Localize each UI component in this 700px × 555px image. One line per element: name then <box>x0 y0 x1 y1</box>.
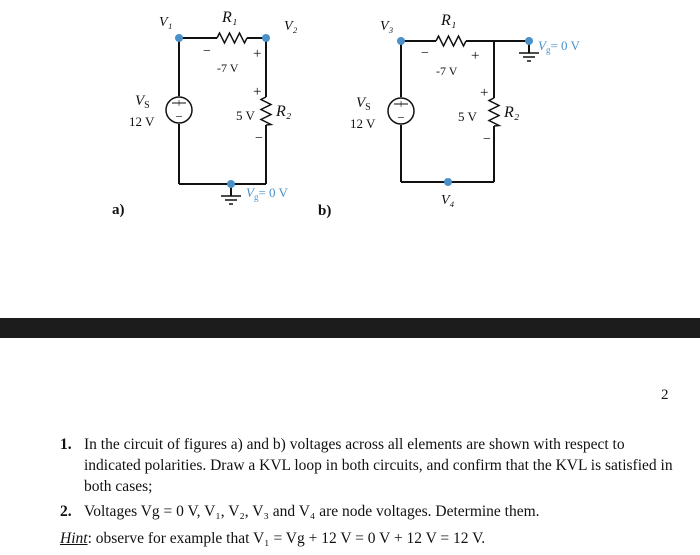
source-vs-b-value: 12 V <box>350 116 376 131</box>
question-item <box>60 501 680 522</box>
question-number: 1. <box>60 436 72 453</box>
r1-b-minus: − <box>421 46 429 61</box>
source-vs-a-value: 12 V <box>129 114 155 129</box>
resistor-r2-b <box>489 98 499 126</box>
svg-text:+: + <box>397 96 405 111</box>
questions-list <box>60 434 680 549</box>
question-text: Voltages Vg = 0 V, V₁, V₂, V₃ and V₄ are node voltages. Determine them. <box>84 503 540 520</box>
hint <box>60 528 680 549</box>
r1-a-minus: − <box>203 44 211 59</box>
ground-a-label: $V_g= 0$ V <box>246 185 288 202</box>
resistor-r1-b-label: R₁ <box>441 12 457 29</box>
node-v1-label: V₁ <box>159 15 173 30</box>
r2-b-voltage: 5 V <box>458 109 477 124</box>
r2-a-voltage: 5 V <box>236 108 255 123</box>
r2-a-minus: − <box>255 131 263 146</box>
resistor-r2-b-label: R₂ <box>504 104 520 121</box>
hint-label: Hint <box>60 530 88 547</box>
source-vs-a <box>166 95 192 124</box>
node-ground-a-dot <box>227 180 235 188</box>
ground-b-label: $V_g= 0$ V <box>538 38 580 55</box>
r1-b-voltage: -7 V <box>436 64 458 78</box>
panel-b-label: b) <box>318 203 332 219</box>
ground-symbol-a <box>221 196 241 204</box>
hint-text: : observe for example that V₁ = Vg + 12 V = 0 V + 12 V = 12 V. <box>87 530 486 547</box>
page-divider-band <box>0 318 700 338</box>
source-vs-b <box>388 96 414 125</box>
resistor-r2-a-label: R₂ <box>276 103 292 120</box>
node-v3-dot <box>397 37 405 45</box>
r1-a-voltage: -7 V <box>217 61 239 75</box>
resistor-r1-b <box>436 36 466 46</box>
r1-a-plus: + <box>253 46 262 62</box>
svg-text:+: + <box>175 95 183 110</box>
resistor-r1-a-label: R₁ <box>222 9 238 26</box>
question-text: In the circuit of figures a) and b) voltages across all elements are shown with respect to indicated polarities. Draw a KVL loop in both circuits, and confirm that the KVL is satisfied in both cases; <box>84 436 673 495</box>
node-v2-label: V₂ <box>284 19 298 34</box>
node-v3-label: V₃ <box>380 19 394 34</box>
r1-b-plus: + <box>471 48 480 64</box>
question-item <box>60 434 680 497</box>
node-v2-dot <box>262 34 270 42</box>
panel-a-label: a) <box>112 202 125 218</box>
node-v4-dot <box>444 178 452 186</box>
node-v1-dot <box>175 34 183 42</box>
resistor-r2-a <box>261 97 271 125</box>
r2-b-plus: + <box>480 85 489 101</box>
node-ground-b-dot <box>525 37 533 45</box>
svg-text:−: − <box>397 110 405 125</box>
resistor-r1-a <box>217 33 247 43</box>
source-vs-b-label: $V_S$ <box>356 95 371 113</box>
r2-b-minus: − <box>483 132 491 147</box>
page-number: 2 <box>661 387 669 403</box>
question-number: 2. <box>60 503 72 520</box>
r2-a-plus: + <box>253 84 262 100</box>
svg-text:−: − <box>175 109 183 124</box>
ground-symbol-b <box>519 53 539 61</box>
node-v4-label: V₄ <box>441 193 455 208</box>
source-vs-a-label: $V_S$ <box>135 93 150 111</box>
